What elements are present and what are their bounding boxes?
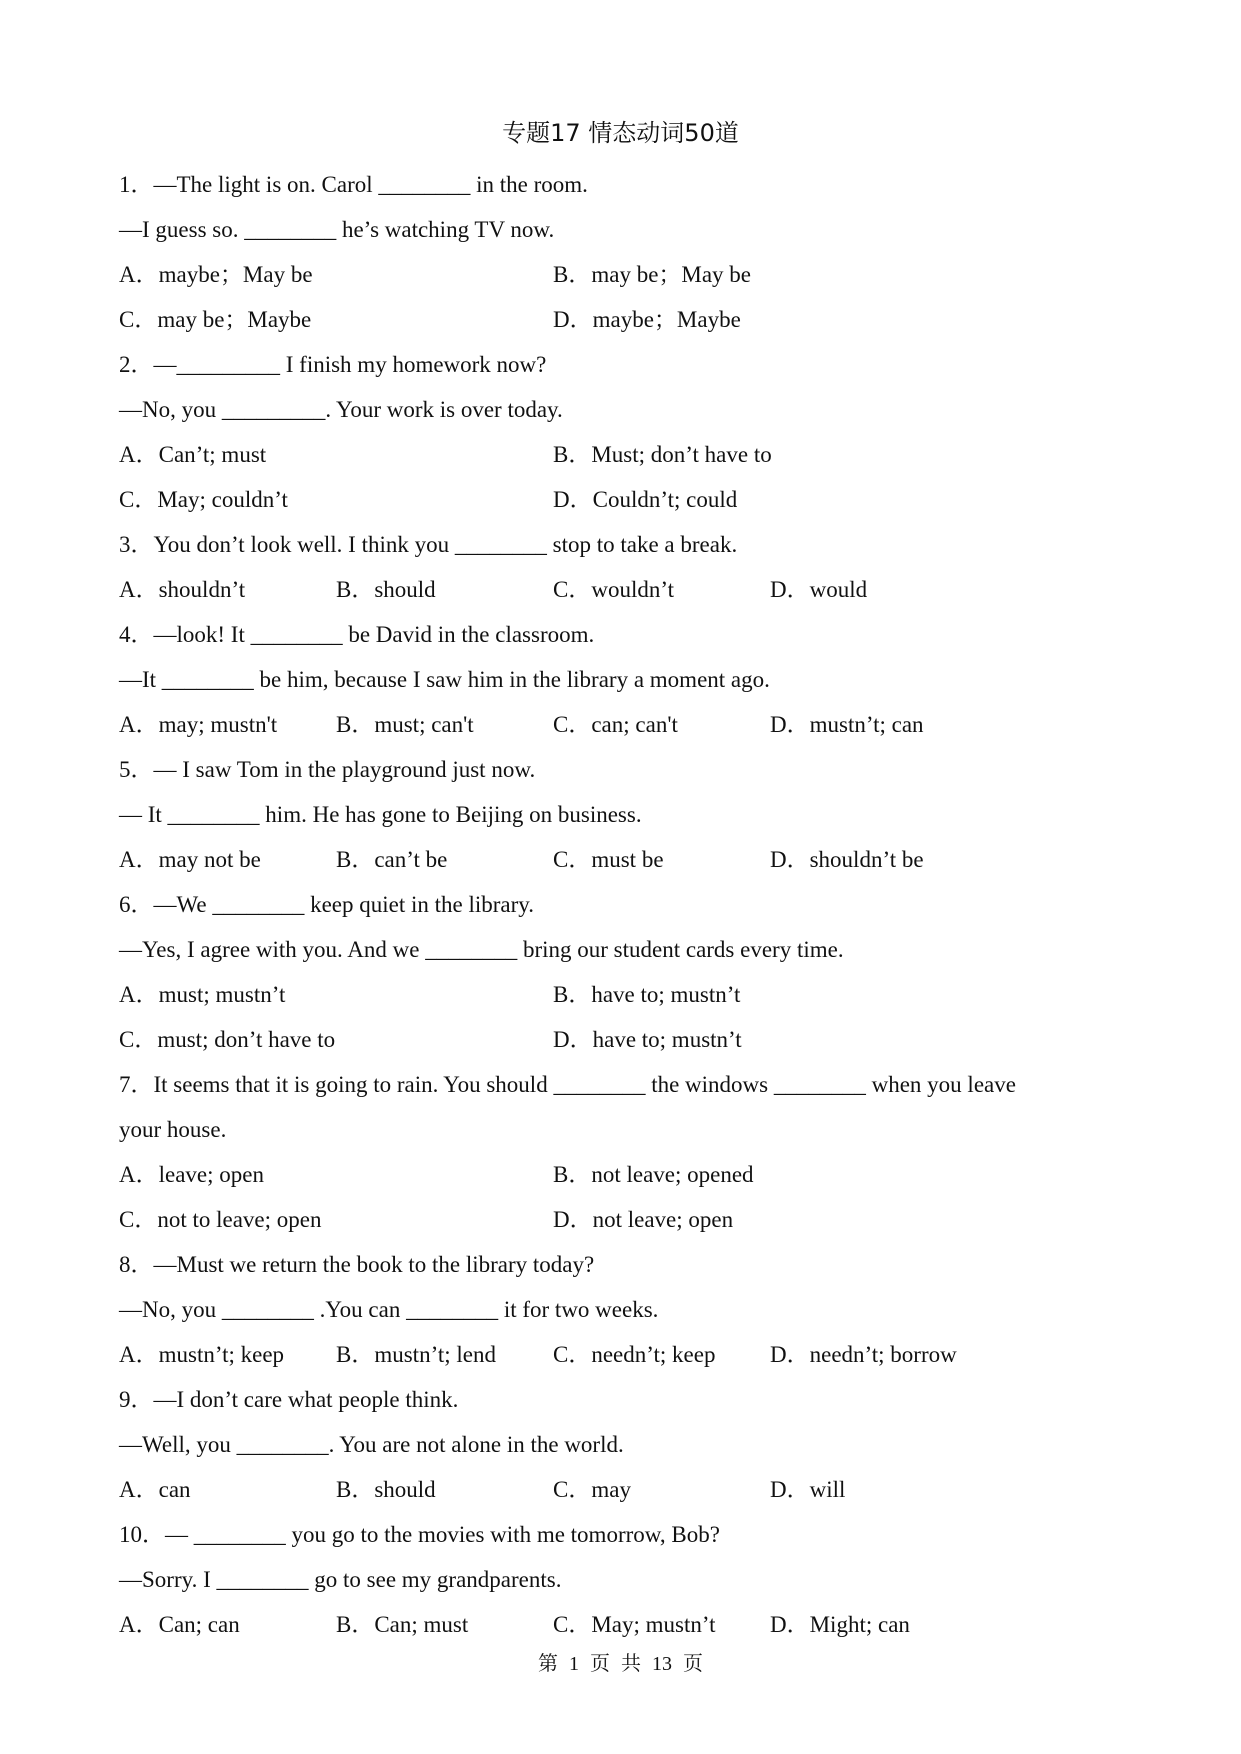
footer-total-pages: 13 — [652, 1653, 672, 1675]
question-stem: 10．— ________ you go to the movies with me tomorrow, Bob? — [119, 1522, 720, 1547]
question-line: —Sorry. I ________ go to see my grandparents. — [119, 1567, 562, 1592]
question-stem: 5．— I saw Tom in the playground just now. — [119, 757, 536, 782]
footer-text: 页 — [590, 1653, 610, 1675]
option-row — [119, 1332, 1129, 1377]
question-item — [119, 162, 1129, 342]
footer-page-number: 1 — [569, 1653, 579, 1675]
question-line: —It ________ be him, because I saw him in the library a moment ago. — [119, 667, 770, 692]
question-item — [119, 882, 1129, 1062]
answer-option: D．needn’t; borrow — [770, 1342, 957, 1367]
option-row — [119, 1602, 1129, 1647]
answer-option: B．must; can't — [336, 712, 474, 737]
answer-option: D．shouldn’t be — [770, 847, 924, 872]
option-row — [119, 1467, 1129, 1512]
answer-option: A．Can’t; must — [119, 442, 267, 467]
answer-option: D．will — [770, 1477, 846, 1502]
option-row — [119, 1152, 1129, 1197]
question-line: —Well, you ________. You are not alone in the world. — [119, 1432, 624, 1457]
answer-option: A．may not be — [119, 847, 261, 872]
option-row — [119, 297, 1129, 342]
question-line: your house. — [119, 1117, 227, 1142]
question-line: —No, you _________. Your work is over today. — [119, 397, 563, 422]
question-stem: 4．—look! It ________ be David in the classroom. — [119, 622, 595, 647]
question-item — [119, 342, 1129, 522]
question-item — [119, 612, 1129, 747]
option-row — [119, 702, 1129, 747]
question-stem: 6．—We ________ keep quiet in the library. — [119, 892, 535, 917]
answer-option: A．can — [119, 1477, 191, 1502]
answer-option: A．shouldn’t — [119, 577, 246, 602]
answer-option: B．Must; don’t have to — [553, 442, 772, 467]
answer-option: C．must be — [553, 847, 664, 872]
answer-option: A．mustn’t; keep — [119, 1342, 285, 1367]
answer-option: C．needn’t; keep — [553, 1342, 716, 1367]
option-row — [119, 432, 1129, 477]
answer-option: A．maybe；May be — [119, 262, 313, 287]
answer-option: B．can’t be — [336, 847, 448, 872]
answer-option: B．may be；May be — [553, 262, 752, 287]
question-item — [119, 1062, 1129, 1242]
answer-option: D．Might; can — [770, 1612, 910, 1637]
answer-option: B．should — [336, 577, 436, 602]
footer-text: 页 — [683, 1653, 703, 1675]
answer-option: D．Couldn’t; could — [553, 487, 738, 512]
question-stem: 2．—_________ I finish my homework now? — [119, 352, 547, 377]
footer-text: 共 — [621, 1653, 641, 1675]
answer-option: A．must; mustn’t — [119, 982, 286, 1007]
answer-option: C．can; can't — [553, 712, 678, 737]
answer-option: D．would — [770, 577, 868, 602]
answer-option: C．must; don’t have to — [119, 1027, 336, 1052]
option-row — [119, 972, 1129, 1017]
question-stem: 3．You don’t look well. I think you ________ stop to take a break. — [119, 532, 738, 557]
question-line: — It ________ him. He has gone to Beijing on business. — [119, 802, 642, 827]
option-row — [119, 1197, 1129, 1242]
answer-option: D．have to; mustn’t — [553, 1027, 742, 1052]
question-item — [119, 747, 1129, 882]
answer-option: C．wouldn’t — [553, 577, 674, 602]
question-stem: 9．—I don’t care what people think. — [119, 1387, 459, 1412]
answer-option: C．May; mustn’t — [553, 1612, 716, 1637]
page-footer — [0, 1650, 1241, 1678]
answer-option: C．not to leave; open — [119, 1207, 322, 1232]
answer-option: A．Can; can — [119, 1612, 240, 1637]
question-list — [119, 162, 1129, 1647]
option-row — [119, 252, 1129, 297]
answer-option: A．may; mustn't — [119, 712, 278, 737]
question-stem: 1．—The light is on. Carol ________ in the room. — [119, 172, 588, 197]
question-line: —No, you ________ .You can ________ it for two weeks. — [119, 1297, 659, 1322]
answer-option: B．Can; must — [336, 1612, 469, 1637]
option-row — [119, 1017, 1129, 1062]
question-item — [119, 1242, 1129, 1377]
answer-option: D．mustn’t; can — [770, 712, 924, 737]
answer-option: B．have to; mustn’t — [553, 982, 741, 1007]
footer-text: 第 — [538, 1653, 558, 1675]
answer-option: D．maybe；Maybe — [553, 307, 741, 332]
answer-option: B．should — [336, 1477, 436, 1502]
question-stem: 7．It seems that it is going to rain. You should ________ the windows ________ when you leave — [119, 1072, 1016, 1097]
page-title: 专题17 情态动词50道 — [502, 119, 739, 147]
question-item — [119, 522, 1129, 612]
answer-option: C．May; couldn’t — [119, 487, 288, 512]
answer-option: C．may — [553, 1477, 631, 1502]
question-item — [119, 1377, 1129, 1512]
option-row — [119, 567, 1129, 612]
answer-option: C．may be；Maybe — [119, 307, 312, 332]
question-line: —I guess so. ________ he’s watching TV now. — [119, 217, 555, 242]
answer-option: D．not leave; open — [553, 1207, 734, 1232]
answer-option: B．mustn’t; lend — [336, 1342, 496, 1367]
answer-option: B．not leave; opened — [553, 1162, 754, 1187]
answer-option: A．leave; open — [119, 1162, 264, 1187]
question-stem: 8．—Must we return the book to the library today? — [119, 1252, 595, 1277]
question-item — [119, 1512, 1129, 1647]
question-line: —Yes, I agree with you. And we ________ bring our student cards every time. — [119, 937, 844, 962]
option-row — [119, 477, 1129, 522]
option-row — [119, 837, 1129, 882]
